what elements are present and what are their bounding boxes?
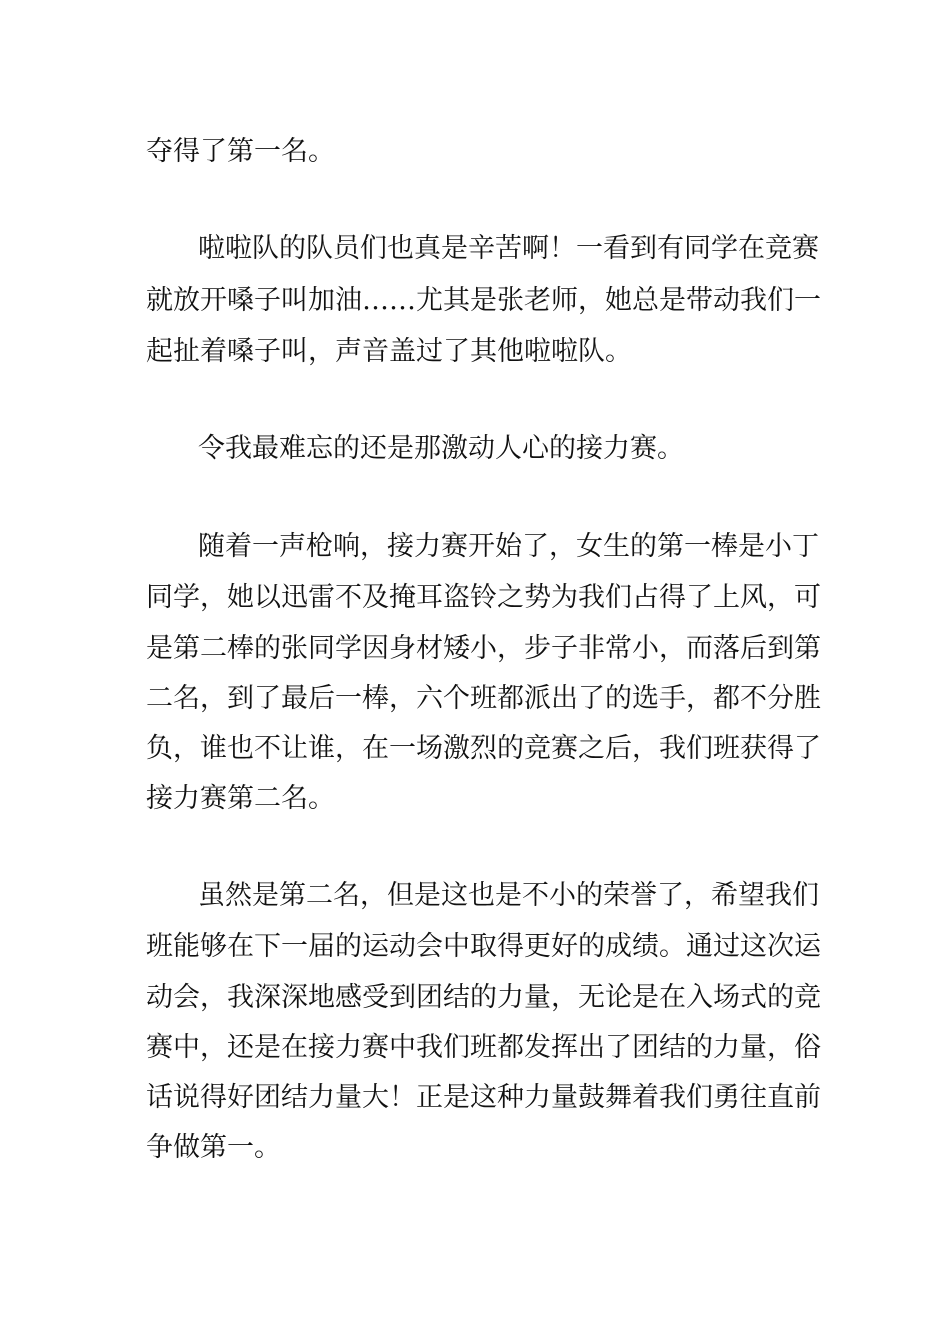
paragraph-line: 班能够在下一届的运动会中取得更好的成绩。通过这次运 — [146, 931, 821, 962]
paragraph-line: 啦啦队的队员们也真是辛苦啊！一看到有同学在竞赛 — [198, 233, 819, 264]
paragraph-line: 虽然是第二名，但是这也是不小的荣誉了，希望我们 — [198, 880, 819, 911]
paragraph-line: 接力赛第二名。 — [146, 783, 335, 814]
paragraph-line: 争做第一。 — [146, 1132, 281, 1163]
paragraph-line: 动会，我深深地感受到团结的力量，无论是在入场式的竞 — [146, 982, 821, 1013]
paragraph-line: 就放开嗓子叫加油……尤其是张老师，她总是带动我们一 — [146, 285, 821, 316]
paragraph-line: 夺得了第一名。 — [146, 136, 335, 167]
paragraph-line: 话说得好团结力量大！正是这种力量鼓舞着我们勇往直前 — [146, 1082, 821, 1113]
paragraph-line: 赛中，还是在接力赛中我们班都发挥出了团结的力量，俗 — [146, 1032, 821, 1063]
paragraph-line: 起扯着嗓子叫，声音盖过了其他啦啦队。 — [146, 336, 632, 367]
paragraph-line: 是第二棒的张同学因身材矮小，步子非常小，而落后到第 — [146, 633, 821, 664]
paragraph-line: 二名，到了最后一棒，六个班都派出了的选手，都不分胜 — [146, 683, 821, 714]
paragraph-line: 同学，她以迅雷不及掩耳盗铃之势为我们占得了上风，可 — [146, 582, 821, 613]
paragraph-line: 负，谁也不让谁，在一场激烈的竞赛之后，我们班获得了 — [146, 733, 821, 764]
paragraph-line: 令我最难忘的还是那激动人心的接力赛。 — [198, 433, 684, 464]
paragraph-line: 随着一声枪响，接力赛开始了，女生的第一棒是小丁 — [198, 531, 819, 562]
